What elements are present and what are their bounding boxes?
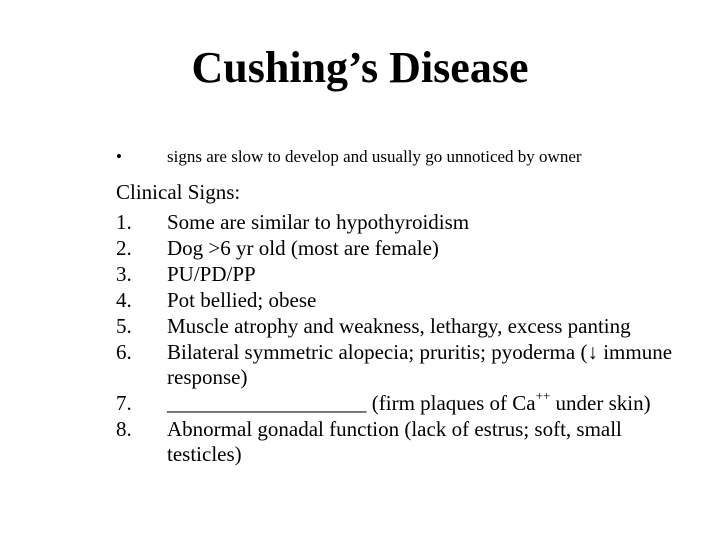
clinical-signs-list (116, 210, 686, 468)
section-heading: Clinical Signs: (116, 180, 241, 204)
item-text: Pot bellied; obese (167, 288, 317, 312)
item-text-after: under skin) (550, 391, 651, 415)
item-number: 7. (116, 391, 132, 415)
item-text: Abnormal gonadal function (lack of estrus; soft, small testicles) (167, 417, 622, 466)
item-text: Muscle atrophy and weakness, lethargy, excess panting (167, 314, 631, 338)
list-item (116, 340, 686, 390)
item-number: 1. (116, 210, 132, 234)
item-number: 5. (116, 314, 132, 338)
item-number: 2. (116, 236, 132, 260)
item-text: Some are similar to hypothyroidism (167, 210, 470, 234)
list-item (116, 262, 686, 287)
item-text: Bilateral symmetric alopecia; pruritis; pyoderma (↓ immune response) (167, 340, 673, 389)
item-number: 6. (116, 340, 132, 364)
item-text: Dog >6 yr old (most are female) (167, 236, 439, 260)
item-number: 4. (116, 288, 132, 312)
slide-title: Cushing’s Disease (191, 43, 529, 92)
list-item (116, 288, 686, 313)
list-item (116, 210, 686, 235)
item-superscript: ++ (535, 388, 551, 403)
intro-bullet-text: signs are slow to develop and usually go unnoticed by owner (167, 147, 582, 166)
list-item (116, 417, 686, 467)
item-number: 8. (116, 417, 132, 441)
bullet-symbol: • (116, 147, 122, 166)
list-item (116, 314, 686, 339)
item-text: PU/PD/PP (167, 262, 256, 286)
item-text-before: ___________________ (firm plaques of Ca (167, 391, 536, 415)
item-number: 3. (116, 262, 132, 286)
list-item (116, 236, 686, 261)
list-item (116, 388, 686, 416)
